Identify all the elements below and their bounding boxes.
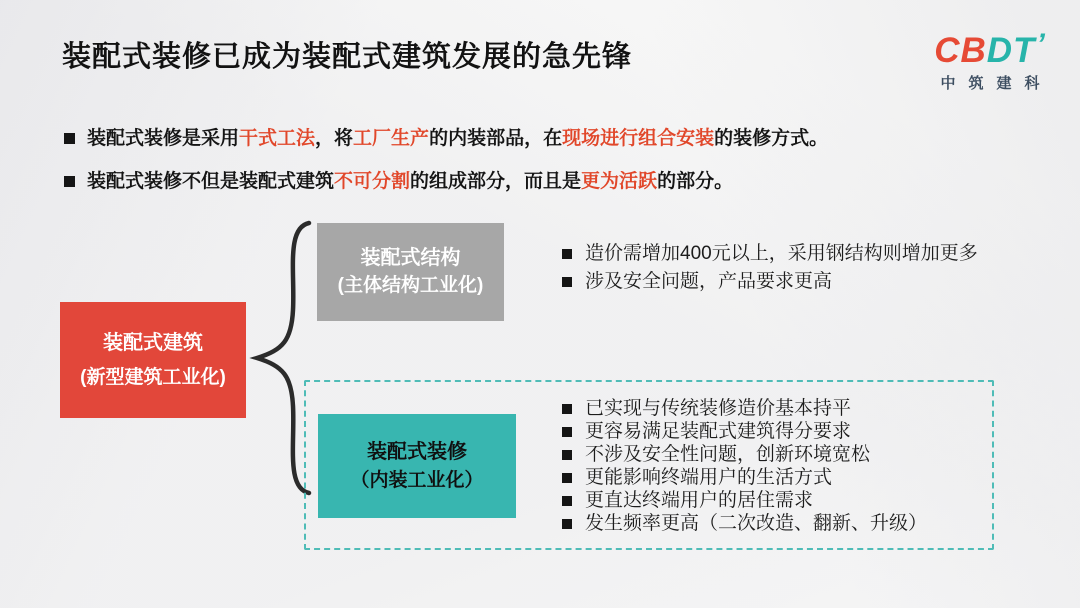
- highlighted-text: 更为活跃: [581, 171, 658, 192]
- list-item-text: 更容易满足装配式建筑得分要求: [585, 421, 852, 442]
- list-item: [562, 514, 927, 534]
- list-item: [562, 399, 927, 419]
- list-item-text: 造价需增加400元以上，采用钢结构则增加更多: [585, 243, 978, 264]
- branch-box-subtitle: (主体结构工业化): [337, 275, 484, 296]
- bullet-square-icon: [562, 496, 572, 506]
- list-item: [562, 244, 978, 264]
- bullet-square-icon: [562, 277, 572, 287]
- list-item-text: 发生频率更高（二次改造、翻新、升级）: [585, 513, 928, 534]
- list-item-text: 不涉及安全性问题，创新环境宽松: [585, 444, 871, 465]
- intro-bullet-1: [64, 126, 964, 152]
- bullet-square-icon: [64, 176, 75, 187]
- page-title: 装配式装修已成为装配式建筑发展的急先锋: [62, 41, 633, 73]
- plain-text: ，将: [315, 128, 354, 149]
- root-box-subtitle: (新型建筑工业化): [80, 366, 226, 388]
- bullet-square-icon: [562, 427, 572, 437]
- root-box-title: 装配式建筑: [103, 331, 203, 354]
- plain-text: 装配式装修不但是装配式建筑: [87, 171, 335, 192]
- branch-box-subtitle: （内装工业化）: [350, 469, 484, 491]
- structure-bullet-list: [562, 244, 978, 300]
- logo-wordmark: [912, 26, 1068, 70]
- list-item: [562, 445, 927, 465]
- list-item-text: 更能影响终端用户的生活方式: [585, 467, 833, 488]
- bullet-square-icon: [562, 473, 572, 483]
- intro-bullet-list: [64, 126, 964, 212]
- company-logo: [912, 26, 1068, 93]
- plain-text: 的部分。: [657, 171, 734, 192]
- branch-box-title: 装配式装修: [367, 440, 467, 463]
- logo-letters-red: CB: [934, 31, 987, 70]
- branch-box-assembled-structure: [317, 223, 504, 321]
- decoration-bullet-list: [562, 399, 927, 537]
- highlighted-text: 现场进行组合安装: [562, 128, 715, 149]
- plain-text: 装配式装修是采用: [87, 128, 240, 149]
- bullet-square-icon: [562, 404, 572, 414]
- list-item-text: 更直达终端用户的居住需求: [585, 490, 814, 511]
- list-item-text: 已实现与传统装修造价基本持平: [585, 398, 852, 419]
- plain-text: 的内装部品，在: [429, 128, 563, 149]
- intro-bullet-text: [87, 169, 733, 195]
- intro-bullet-text: [87, 126, 828, 152]
- bullet-square-icon: [562, 450, 572, 460]
- list-item: [562, 468, 927, 488]
- highlighted-text: 不可分割: [334, 171, 411, 192]
- list-item: [562, 272, 978, 292]
- highlighted-text: 工厂生产: [353, 128, 430, 149]
- logo-letters-teal: DT: [986, 31, 1036, 70]
- bullet-square-icon: [562, 249, 572, 259]
- root-box-assembled-building: [60, 302, 246, 418]
- list-item-text: 涉及安全问题，产品要求更高: [585, 271, 833, 292]
- list-item: [562, 422, 927, 442]
- plain-text: 的组成部分，而且是: [410, 171, 582, 192]
- logo-company-name: 中筑建科: [940, 75, 1053, 92]
- bullet-square-icon: [64, 133, 75, 144]
- plain-text: 的装修方式。: [714, 128, 829, 149]
- highlighted-text: 干式工法: [239, 128, 316, 149]
- intro-bullet-2: [64, 169, 964, 195]
- list-item: [562, 491, 927, 511]
- branch-box-assembled-decoration: [318, 414, 516, 518]
- logo-tick-icon: ’: [1036, 28, 1046, 61]
- branch-box-title: 装配式结构: [360, 247, 461, 269]
- bullet-square-icon: [562, 519, 572, 529]
